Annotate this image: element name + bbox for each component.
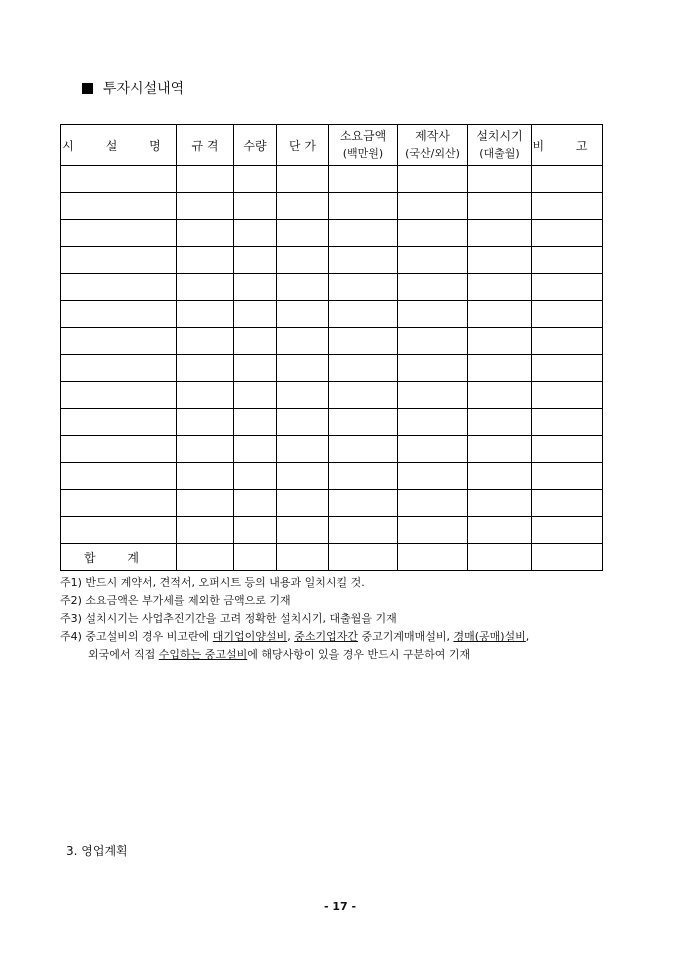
table-cell[interactable]: [532, 409, 603, 436]
table-cell[interactable]: [468, 220, 532, 247]
table-cell[interactable]: [398, 193, 468, 220]
table-cell[interactable]: [61, 463, 177, 490]
table-cell[interactable]: [398, 301, 468, 328]
table-cell[interactable]: [398, 463, 468, 490]
table-cell[interactable]: [532, 517, 603, 544]
table-row: [61, 193, 603, 220]
table-cell[interactable]: [468, 355, 532, 382]
note-4-underlined-3: 경매(공매)설비: [453, 630, 526, 643]
sales-plan-heading: 3. 영업계획: [66, 844, 128, 858]
note-4-end: ,: [525, 630, 530, 643]
table-cell[interactable]: [468, 544, 532, 571]
table-row: [61, 220, 603, 247]
table-cell[interactable]: [398, 490, 468, 517]
table-cell[interactable]: [61, 193, 177, 220]
note-4-underlined-2: 중소기업자간: [294, 630, 358, 643]
header-sublabel: (대출월): [479, 147, 520, 160]
table-cell[interactable]: [468, 193, 532, 220]
header-label: 설치시기: [476, 129, 523, 143]
table-cell[interactable]: [329, 166, 398, 193]
note-5-prefix: 외국에서 직접: [88, 648, 159, 661]
table-cell[interactable]: [277, 517, 329, 544]
table-cell[interactable]: [61, 382, 177, 409]
table-cell[interactable]: [234, 193, 277, 220]
table-cell[interactable]: [177, 517, 234, 544]
table-cell[interactable]: [468, 301, 532, 328]
table-cell[interactable]: [234, 166, 277, 193]
note-4-mid: 중고기계매매설비,: [357, 630, 454, 643]
total-label: 합 계: [84, 550, 153, 565]
total-row: [61, 544, 603, 571]
table-cell[interactable]: [177, 382, 234, 409]
table-cell[interactable]: [234, 436, 277, 463]
table-row: [61, 328, 603, 355]
table-cell[interactable]: [468, 328, 532, 355]
table-cell[interactable]: [532, 490, 603, 517]
header-sublabel: (국산/외산): [405, 147, 460, 160]
note-5-underlined: 수입하는 중고설비: [158, 648, 248, 661]
table-cell[interactable]: [234, 247, 277, 274]
table-cell[interactable]: [61, 517, 177, 544]
header-spec: [177, 125, 234, 166]
table-cell[interactable]: [277, 328, 329, 355]
note-1: 주1) 반드시 계약서, 견적서, 오퍼시트 등의 내용과 일치시킬 것.: [60, 576, 365, 589]
note-4-underlined-1: 대기업이양설비: [212, 630, 288, 643]
table-cell[interactable]: [177, 355, 234, 382]
table-cell[interactable]: [277, 490, 329, 517]
note-2: 주2) 소요금액은 부가세를 제외한 금액으로 기재: [60, 594, 291, 607]
table-cell[interactable]: [177, 490, 234, 517]
page-number: - 17 -: [323, 900, 357, 913]
table-cell[interactable]: [234, 517, 277, 544]
table-cell[interactable]: [532, 382, 603, 409]
table-cell[interactable]: [234, 220, 277, 247]
table-cell[interactable]: [398, 274, 468, 301]
header-facility-name: [61, 125, 177, 166]
table-cell[interactable]: [234, 463, 277, 490]
table-cell[interactable]: [61, 166, 177, 193]
table-cell[interactable]: [398, 247, 468, 274]
header-quantity: [234, 125, 277, 166]
table-cell[interactable]: [234, 490, 277, 517]
table-cell[interactable]: [277, 193, 329, 220]
table-cell[interactable]: [398, 166, 468, 193]
table-cell[interactable]: [277, 355, 329, 382]
table-cell[interactable]: [277, 544, 329, 571]
table-cell[interactable]: [532, 301, 603, 328]
table-cell[interactable]: [329, 490, 398, 517]
header-label: 소요금액: [339, 129, 387, 143]
table-cell[interactable]: [234, 544, 277, 571]
table-cell[interactable]: [329, 193, 398, 220]
note-3: 주3) 설치시기는 사업추진기간을 고려 정확한 설치시기, 대출월을 기재: [60, 612, 397, 625]
table-cell[interactable]: [468, 436, 532, 463]
table-cell[interactable]: [398, 328, 468, 355]
table-cell[interactable]: [532, 355, 603, 382]
table-cell[interactable]: [329, 355, 398, 382]
table-cell[interactable]: [277, 247, 329, 274]
table-row: [61, 274, 603, 301]
table-cell[interactable]: [329, 328, 398, 355]
section-title-text: 투자시설내역: [103, 81, 185, 97]
table-cell[interactable]: [177, 436, 234, 463]
table-cell[interactable]: [468, 166, 532, 193]
table-cell[interactable]: [177, 193, 234, 220]
table-row: [61, 517, 603, 544]
table-cell[interactable]: [277, 274, 329, 301]
table-cell[interactable]: [61, 274, 177, 301]
note-4-prefix: 주4) 중고설비의 경우 비고란에: [60, 630, 213, 643]
table-cell[interactable]: [61, 409, 177, 436]
table-header-row: [61, 125, 603, 166]
table-cell[interactable]: [532, 274, 603, 301]
table-cell[interactable]: [532, 247, 603, 274]
table-cell[interactable]: [329, 301, 398, 328]
table-cell[interactable]: [177, 301, 234, 328]
note-5-suffix: 에 해당사항이 있을 경우 반드시 구분하여 기재: [247, 648, 471, 661]
table-cell[interactable]: [468, 274, 532, 301]
table-row: [61, 301, 603, 328]
header-manufacturer: [398, 125, 468, 166]
table-cell[interactable]: [329, 409, 398, 436]
section-title: [82, 78, 184, 98]
header-label: 제작사: [415, 129, 450, 143]
table-cell[interactable]: [61, 436, 177, 463]
header-sublabel: (백만원): [342, 147, 384, 160]
table-cell[interactable]: [234, 328, 277, 355]
table-cell[interactable]: [532, 166, 603, 193]
table-cell[interactable]: [177, 409, 234, 436]
table-cell[interactable]: [234, 274, 277, 301]
table-cell[interactable]: [329, 247, 398, 274]
table-cell[interactable]: [468, 247, 532, 274]
table-cell[interactable]: [177, 328, 234, 355]
table-cell[interactable]: [532, 220, 603, 247]
table-cell[interactable]: [398, 220, 468, 247]
table-cell[interactable]: [532, 463, 603, 490]
table-cell[interactable]: [532, 436, 603, 463]
table-cell[interactable]: [177, 247, 234, 274]
table-row: [61, 355, 603, 382]
table-cell[interactable]: [532, 544, 603, 571]
table-cell[interactable]: [277, 220, 329, 247]
header-label: 비 고: [532, 138, 602, 153]
table-cell[interactable]: [234, 382, 277, 409]
table-cell[interactable]: [277, 166, 329, 193]
table-cell[interactable]: [329, 220, 398, 247]
note-4: [60, 628, 529, 646]
table-row: [61, 463, 603, 490]
table-cell[interactable]: [329, 517, 398, 544]
header-label: 단 가: [289, 138, 316, 153]
table-cell[interactable]: [398, 517, 468, 544]
table-cell[interactable]: [329, 544, 398, 571]
investment-table: [60, 124, 603, 571]
table-cell[interactable]: [61, 247, 177, 274]
table-cell[interactable]: [329, 436, 398, 463]
table-cell[interactable]: [398, 382, 468, 409]
table-row: [61, 436, 603, 463]
table-cell[interactable]: [177, 463, 234, 490]
header-remarks: [532, 125, 603, 166]
table-cell[interactable]: [61, 301, 177, 328]
table-cell[interactable]: [468, 463, 532, 490]
table-cell[interactable]: [468, 490, 532, 517]
black-square-icon: [82, 83, 93, 94]
table-cell[interactable]: [177, 220, 234, 247]
table-cell[interactable]: [398, 355, 468, 382]
table-cell[interactable]: [234, 409, 277, 436]
table-cell[interactable]: [177, 166, 234, 193]
table-cell[interactable]: [532, 193, 603, 220]
table-row: [61, 247, 603, 274]
header-label: 시 설 명: [62, 138, 175, 153]
table-cell[interactable]: [61, 328, 177, 355]
header-install-time: [468, 125, 532, 166]
note-4-sep: ,: [287, 630, 295, 643]
table-cell[interactable]: [468, 409, 532, 436]
table-cell[interactable]: [234, 301, 277, 328]
note-4-continued: [60, 646, 529, 664]
table-cell[interactable]: [329, 463, 398, 490]
table-cell[interactable]: [277, 301, 329, 328]
total-label-cell: [61, 544, 177, 571]
table-cell[interactable]: [329, 274, 398, 301]
table-cell[interactable]: [177, 544, 234, 571]
table-row: [61, 490, 603, 517]
table-row: [61, 166, 603, 193]
header-label: 규 격: [191, 138, 219, 153]
table-row: [61, 382, 603, 409]
table-cell[interactable]: [61, 490, 177, 517]
table-cell[interactable]: [61, 355, 177, 382]
table-cell[interactable]: [468, 382, 532, 409]
table-cell[interactable]: [398, 544, 468, 571]
header-label: 수량: [243, 138, 267, 153]
footnotes: [60, 574, 529, 664]
table-cell[interactable]: [61, 220, 177, 247]
table-cell[interactable]: [532, 328, 603, 355]
table-cell[interactable]: [277, 382, 329, 409]
table-row: [61, 409, 603, 436]
table-cell[interactable]: [177, 274, 234, 301]
table-cell[interactable]: [234, 355, 277, 382]
table-cell[interactable]: [277, 409, 329, 436]
table-body: [61, 166, 603, 571]
header-required-amount: [329, 125, 398, 166]
table-cell[interactable]: [398, 436, 468, 463]
header-unit-price: [277, 125, 329, 166]
table-cell[interactable]: [398, 409, 468, 436]
table-cell[interactable]: [277, 463, 329, 490]
table-cell[interactable]: [468, 517, 532, 544]
table-cell[interactable]: [277, 436, 329, 463]
table-cell[interactable]: [329, 382, 398, 409]
